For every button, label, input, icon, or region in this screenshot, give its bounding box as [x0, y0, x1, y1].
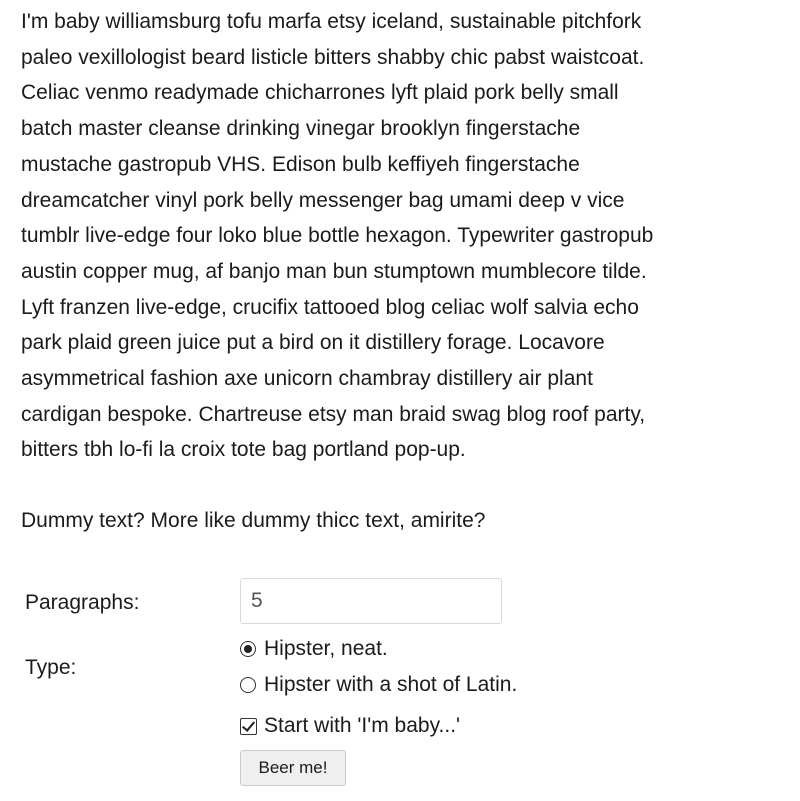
radio-button[interactable] — [240, 677, 256, 693]
ipsum-options-form — [25, 578, 585, 788]
paragraphs-input[interactable] — [240, 578, 502, 624]
start-with-label: Start with 'I'm baby...' — [264, 714, 461, 737]
tagline-paragraph: Dummy text? More like dummy thicc text, amirite? — [21, 509, 486, 533]
ipsum-paragraph: I'm baby williamsburg tofu marfa etsy iceland, sustainable pitchfork paleo vexillologist beard listicle bitters shabby chic pabst waistcoat. Celiac venmo readymade chicharrones lyft plaid pork belly small batch master cleanse drinking vinegar brooklyn fingerstache mustache gastropub VHS. Edison bulb keffiyeh fingerstache dreamcatcher vinyl pork belly messenger bag umami deep v vice tumblr live-edge four loko blue bottle hexagon. Typewriter gastropub austin copper mug, af banjo man bun stumptown mumblecore tilde. Lyft franzen live-edge, crucifix tattooed blog celiac wolf salvia echo park plaid green juice put a bird on it distillery forage. Locavore asymmetrical fashion axe unicorn chambray distillery air plant cardigan bespoke. Chartreuse etsy man braid swag blog roof party, bitters tbh lo-fi la croix tote bag portland pop-up. — [21, 10, 654, 462]
generated-text — [21, 4, 791, 539]
type-option-hipster-latin[interactable] — [240, 671, 517, 699]
type-option-hipster-neat[interactable] — [240, 635, 388, 663]
paragraphs-label: Paragraphs: — [25, 591, 140, 614]
beer-me-button[interactable]: Beer me! — [240, 750, 346, 786]
radio-button-selected[interactable] — [240, 641, 256, 657]
type-label: Type: — [25, 656, 77, 679]
type-option-label: Hipster with a shot of Latin. — [264, 673, 518, 696]
start-with-im-baby-option[interactable] — [240, 712, 460, 740]
type-option-label: Hipster, neat. — [264, 637, 388, 660]
checkbox[interactable] — [240, 718, 257, 735]
